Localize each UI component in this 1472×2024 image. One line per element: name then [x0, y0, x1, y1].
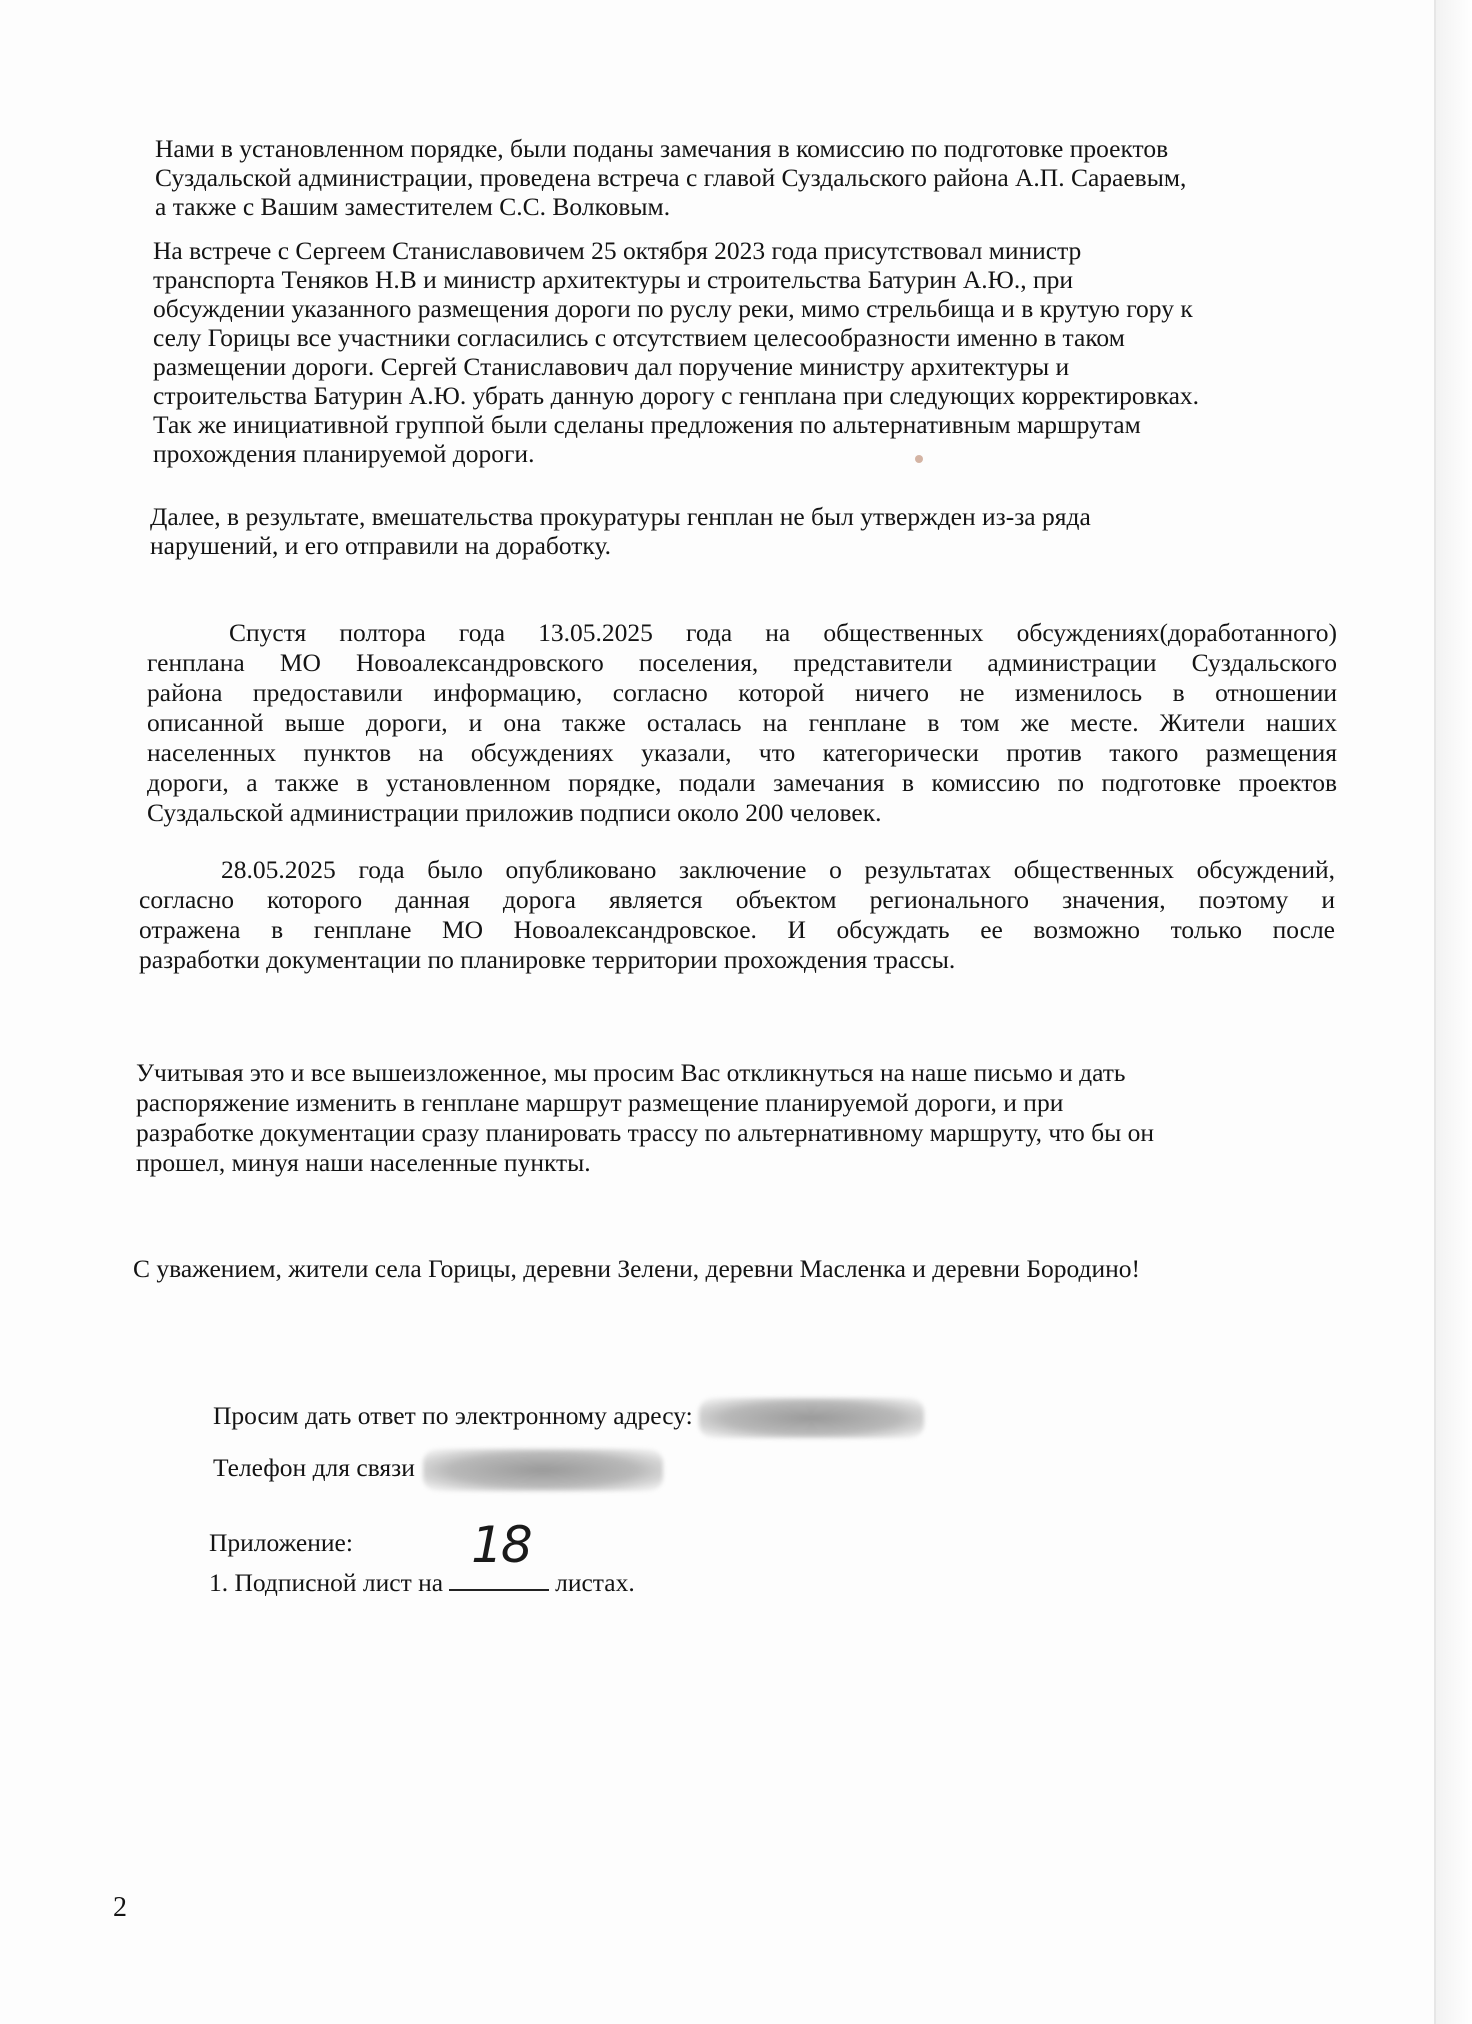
- email-line: [213, 1390, 1113, 1442]
- text-line: транспорта Теняков Н.В и министр архитектуры и строительства Батурин А.Ю., при: [153, 265, 1074, 294]
- phone-line: [213, 1442, 1113, 1494]
- text-line: прохождения планируемой дороги.: [153, 439, 535, 468]
- text-line: Суздальской администрации приложив подписи около 200 человек.: [147, 798, 882, 827]
- text-line: Далее, в результате, вмешательства прокуратуры генплан не был утвержден из-за ряда: [150, 502, 1091, 531]
- redacted-email: [699, 1398, 924, 1438]
- paragraph-meeting-details: [153, 236, 1343, 468]
- text-line: согласно которого данная дорога является объектом регионального значения, поэтому и: [139, 885, 1335, 914]
- scan-edge: [1436, 0, 1472, 2024]
- text-line: прошел, минуя наши населенные пункты.: [136, 1148, 591, 1177]
- paragraph-request: [136, 1058, 1336, 1178]
- text-line: 28.05.2025 года было опубликовано заключение о результатах общественных обсуждений,: [221, 855, 1335, 884]
- text-line: населенных пунктов на обсуждениях указали, что категорически против такого размещения: [147, 738, 1337, 767]
- text-line: обсуждении указанного размещения дороги по руслу реки, мимо стрельбища и в крутую гору к: [153, 294, 1193, 323]
- text-line: описанной выше дороги, и она также осталась на генплане в том же месте. Жители наших: [147, 708, 1337, 737]
- text-line: На встрече с Сергеем Станиславовичем 25 октября 2023 года присутствовал министр: [153, 236, 1082, 265]
- paragraph-public-hearings: [147, 618, 1337, 828]
- text-line: Учитывая это и все вышеизложенное, мы просим Вас откликнуться на наше письмо и дать: [136, 1058, 1126, 1087]
- closing-text: С уважением, жители села Горицы, деревни Зелени, деревни Масленка и деревни Бородино!: [133, 1254, 1141, 1283]
- text-line: Спустя полтора года 13.05.2025 года на общественных обсуждениях(доработанного): [229, 618, 1337, 647]
- page-number: 2: [113, 1892, 127, 1923]
- text-line: отражена в генплане МО Новоалександровское. И обсуждать ее возможно только после: [139, 915, 1335, 944]
- attachment-block: [209, 1516, 909, 1599]
- text-line: селу Горицы все участники согласились с отсутствием целесообразности именно в таком: [153, 323, 1125, 352]
- text-line: Нами в установленном порядке, были поданы замечания в комиссию по подготовке проектов: [155, 134, 1169, 163]
- text-line: разработке документации сразу планировать трассу по альтернативному маршруту, что бы он: [136, 1118, 1154, 1147]
- text-line: Суздальской администрации, проведена встреча с главой Суздальского района А.П. Сараевым,: [155, 163, 1187, 192]
- paragraph-conclusion: [139, 855, 1335, 975]
- text-line: размещении дороги. Сергей Станиславович дал поручение министру архитектуры и: [153, 352, 1070, 381]
- text-line: нарушений, и его отправили на доработку.: [150, 531, 612, 560]
- text-line: Так же инициативной группой были сделаны предложения по альтернативным маршрутам: [153, 410, 1141, 439]
- text-line: а также с Вашим заместителем С.С. Волковым.: [155, 192, 671, 221]
- attachment-item-prefix: 1. Подписной лист на: [209, 1568, 444, 1597]
- phone-label: Телефон для связи: [213, 1453, 415, 1482]
- attachment-heading: Приложение:: [209, 1528, 353, 1557]
- text-line: генплана МО Новоалександровского поселения, представители администрации Суздальского: [147, 648, 1337, 677]
- contact-block: [213, 1390, 1113, 1494]
- handwritten-sheet-count: 18: [471, 1516, 531, 1574]
- text-line: разработки документации по планировке территории прохождения трассы.: [139, 945, 956, 974]
- closing-signature: [133, 1254, 1353, 1283]
- text-line: распоряжение изменить в генплане маршрут размещение планируемой дороги, и при: [136, 1088, 1064, 1117]
- text-line: района предоставили информацию, согласно которой ничего не изменилось в отношении: [147, 678, 1337, 707]
- text-line: строительства Батурин А.Ю. убрать данную дорогу с генплана при следующих корректировках.: [153, 381, 1200, 410]
- sheet-count-field: [449, 1516, 549, 1591]
- paragraph-meeting-intro: [155, 134, 1335, 221]
- paragraph-prosecutor: [150, 502, 1330, 560]
- redacted-phone: [423, 1449, 663, 1491]
- email-label: Просим дать ответ по электронному адресу:: [213, 1401, 693, 1430]
- attachment-item-suffix: листах.: [555, 1568, 635, 1597]
- text-line: дороги, а также в установленном порядке, подали замечания в комиссию по подготовке проектов: [147, 768, 1337, 797]
